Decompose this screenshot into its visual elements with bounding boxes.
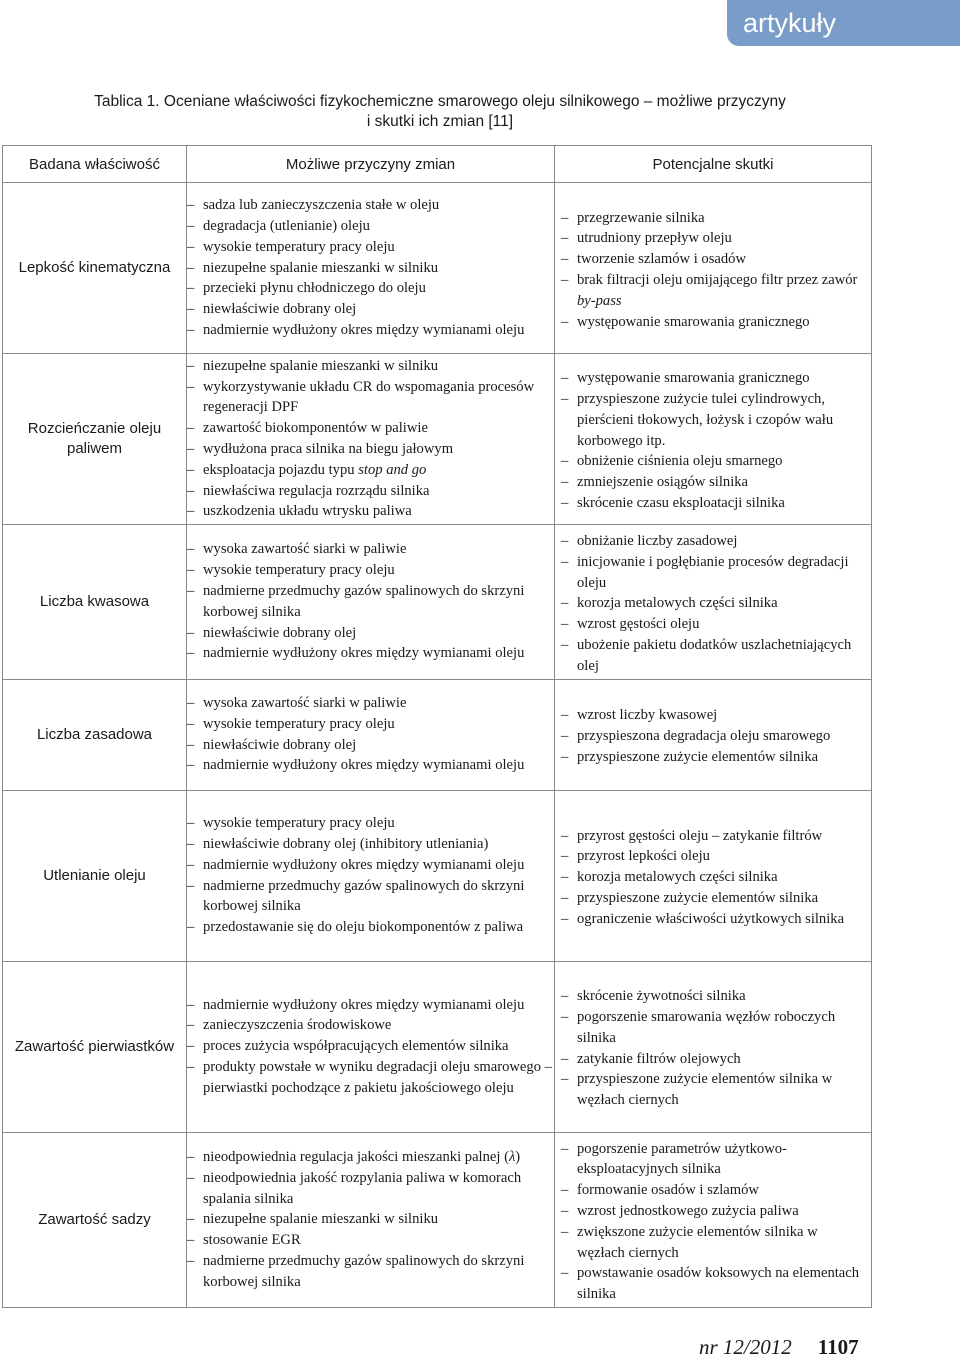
effect-item: – przyspieszone zużycie elementów silnika bbox=[561, 747, 863, 768]
cause-item: – niezupełne spalanie mieszanki w silniku bbox=[187, 356, 554, 377]
effect-item: – przegrzewanie silnika bbox=[561, 208, 863, 229]
italic-term: λ bbox=[508, 1148, 516, 1165]
effect-item: – korozja metalowych części silnika bbox=[561, 593, 863, 614]
cause-item: – wysoka zawartość siarki w paliwie bbox=[187, 693, 554, 714]
causes-cell bbox=[187, 354, 555, 525]
table-row bbox=[3, 790, 872, 961]
cause-item: – wysokie temperatury pracy oleju bbox=[187, 813, 554, 834]
causes-cell bbox=[187, 525, 555, 680]
effect-item: – występowanie smarowania granicznego bbox=[561, 368, 863, 389]
effect-item: – korozja metalowych części silnika bbox=[561, 867, 863, 888]
effects-cell bbox=[555, 679, 872, 790]
cause-item: – eksploatacja pojazdu typu stop and go bbox=[187, 460, 554, 481]
causes-cell bbox=[187, 183, 555, 354]
effect-item: – tworzenie szlamów i osadów bbox=[561, 249, 863, 270]
effects-list bbox=[561, 208, 863, 333]
effect-item: – przyspieszona degradacja oleju smarowego bbox=[561, 726, 863, 747]
effect-item: – ubożenie pakietu dodatków uszlachetniających olej bbox=[561, 635, 863, 677]
caption-line-1: Tablica 1. Oceniane właściwości fizykochemiczne smarowego oleju silnikowego – możliwe przyczyny bbox=[94, 93, 786, 110]
table-body bbox=[3, 183, 872, 1308]
table-row bbox=[3, 961, 872, 1132]
cause-item: – wydłużona praca silnika na biegu jałowym bbox=[187, 439, 554, 460]
cause-item: – nadmiernie wydłużony okres między wymianami oleju bbox=[187, 643, 554, 664]
cause-item: – degradacja (utlenianie) oleju bbox=[187, 216, 554, 237]
cause-item: – nieodpowiednia jakość rozpylania paliwa w komorach spalania silnika bbox=[187, 1168, 554, 1210]
effect-item: – zatykanie filtrów olejowych bbox=[561, 1049, 863, 1070]
effect-item: – ograniczenie właściwości użytkowych silnika bbox=[561, 909, 863, 930]
effect-item: – występowanie smarowania granicznego bbox=[561, 312, 863, 333]
table-caption bbox=[40, 92, 840, 132]
effect-item: – przyspieszone zużycie tulei cylindrowych, pierścieni tłokowych, łożysk i czopów wału korbowego itp. bbox=[561, 389, 863, 451]
cause-item: – wysokie temperatury pracy oleju bbox=[187, 237, 554, 258]
cause-item: – przedostawanie się do oleju biokomponentów z paliwa bbox=[187, 917, 554, 938]
cause-item: – nadmierne przedmuchy gazów spalinowych do skrzyni korbowej silnika bbox=[187, 1251, 554, 1293]
cause-item: – sadza lub zanieczyszczenia stałe w oleju bbox=[187, 195, 554, 216]
effect-item: – wzrost liczby kwasowej bbox=[561, 705, 863, 726]
effect-item: – wzrost jednostkowego zużycia paliwa bbox=[561, 1201, 863, 1222]
causes-list bbox=[187, 693, 554, 776]
table-row bbox=[3, 1132, 872, 1307]
property-cell: Liczba zasadowa bbox=[3, 679, 187, 790]
table-row bbox=[3, 679, 872, 790]
cause-item: – niewłaściwie dobrany olej (inhibitory utleniania) bbox=[187, 834, 554, 855]
effect-item: – inicjowanie i pogłębianie procesów degradacji oleju bbox=[561, 552, 863, 594]
cause-item: – produkty powstałe w wyniku degradacji oleju smarowego – pierwiastki pochodzące z pakietu jakościowego oleju bbox=[187, 1057, 554, 1099]
effects-list bbox=[561, 531, 863, 677]
cause-item: – nadmiernie wydłużony okres między wymianami oleju bbox=[187, 855, 554, 876]
causes-list bbox=[187, 1147, 554, 1293]
header-causes: Możliwe przyczyny zmian bbox=[187, 146, 555, 183]
property-cell: Liczba kwasowa bbox=[3, 525, 187, 680]
italic-term: stop and go bbox=[358, 461, 427, 478]
effect-item: – powstawanie osadów koksowych na elementach silnika bbox=[561, 1263, 863, 1305]
cause-item: – zawartość biokomponentów w paliwie bbox=[187, 418, 554, 439]
effect-item: – formowanie osadów i szlamów bbox=[561, 1180, 863, 1201]
effects-list bbox=[561, 826, 863, 930]
cause-item: – niezupełne spalanie mieszanki w silniku bbox=[187, 258, 554, 279]
property-cell: Zawartość pierwiastków bbox=[3, 961, 187, 1132]
effect-item: – utrudniony przepływ oleju bbox=[561, 228, 863, 249]
effect-item: – zwiększone zużycie elementów silnika w węzłach ciernych bbox=[561, 1222, 863, 1264]
cause-item: – zanieczyszczenia środowiskowe bbox=[187, 1015, 554, 1036]
table-row bbox=[3, 525, 872, 680]
cause-item: – wysokie temperatury pracy oleju bbox=[187, 560, 554, 581]
effects-list bbox=[561, 368, 863, 514]
caption-line-2: i skutki ich zmian [11] bbox=[366, 113, 514, 130]
effect-item: – skrócenie żywotności silnika bbox=[561, 986, 863, 1007]
cause-item: – stosowanie EGR bbox=[187, 1230, 554, 1251]
cause-item: – niewłaściwa regulacja rozrządu silnika bbox=[187, 481, 554, 502]
causes-list bbox=[187, 539, 554, 664]
effect-item: – obniżanie liczby zasadowej bbox=[561, 531, 863, 552]
effects-list bbox=[561, 705, 863, 767]
effects-cell bbox=[555, 354, 872, 525]
effect-item: – wzrost gęstości oleju bbox=[561, 614, 863, 635]
cause-item: – uszkodzenia układu wtrysku paliwa bbox=[187, 501, 554, 522]
table-row bbox=[3, 354, 872, 525]
effects-list bbox=[561, 986, 863, 1111]
cause-item: – nadmiernie wydłużony okres między wymianami oleju bbox=[187, 755, 554, 776]
page-footer bbox=[699, 1335, 859, 1360]
italic-term: by-pass bbox=[577, 292, 622, 309]
cause-item: – nadmierne przedmuchy gazów spalinowych do skrzyni korbowej silnika bbox=[187, 876, 554, 918]
causes-cell bbox=[187, 679, 555, 790]
header-property: Badana właściwość bbox=[3, 146, 187, 183]
causes-list bbox=[187, 356, 554, 522]
issue-number: nr 12/2012 bbox=[699, 1335, 792, 1359]
cause-item: – nadmiernie wydłużony okres między wymianami oleju bbox=[187, 320, 554, 341]
property-cell: Utlenianie oleju bbox=[3, 790, 187, 961]
effects-cell bbox=[555, 790, 872, 961]
property-cell: Lepkość kinematyczna bbox=[3, 183, 187, 354]
cause-item: – wysokie temperatury pracy oleju bbox=[187, 714, 554, 735]
effects-cell bbox=[555, 525, 872, 680]
effect-item: – skrócenie czasu eksploatacji silnika bbox=[561, 493, 863, 514]
cause-item: – niewłaściwie dobrany olej bbox=[187, 299, 554, 320]
effects-cell bbox=[555, 1132, 872, 1307]
effect-item: – przyrost gęstości oleju – zatykanie filtrów bbox=[561, 826, 863, 847]
effects-cell bbox=[555, 961, 872, 1132]
effects-list bbox=[561, 1139, 863, 1305]
causes-cell bbox=[187, 1132, 555, 1307]
table-row bbox=[3, 183, 872, 354]
effect-item: – obniżenie ciśnienia oleju smarnego bbox=[561, 451, 863, 472]
causes-list bbox=[187, 813, 554, 938]
cause-item: – nadmierne przedmuchy gazów spalinowych do skrzyni korbowej silnika bbox=[187, 581, 554, 623]
effect-item: – pogorszenie smarowania węzłów roboczych silnika bbox=[561, 1007, 863, 1049]
effect-item: – pogorszenie parametrów użytkowo-eksploatacyjnych silnika bbox=[561, 1139, 863, 1181]
header-effects: Potencjalne skutki bbox=[555, 146, 872, 183]
section-tag: artykuły bbox=[727, 0, 960, 46]
effect-item: – zmniejszenie osiągów silnika bbox=[561, 472, 863, 493]
property-cell: Zawartość sadzy bbox=[3, 1132, 187, 1307]
cause-item: – nadmiernie wydłużony okres między wymianami oleju bbox=[187, 995, 554, 1016]
cause-item: – wysoka zawartość siarki w paliwie bbox=[187, 539, 554, 560]
cause-item: – nieodpowiednia regulacja jakości mieszanki palnej (λ) bbox=[187, 1147, 554, 1168]
cause-item: – niewłaściwie dobrany olej bbox=[187, 623, 554, 644]
causes-list bbox=[187, 995, 554, 1099]
cause-item: – przecieki płynu chłodniczego do oleju bbox=[187, 278, 554, 299]
effect-item: – przyspieszone zużycie elementów silnika w węzłach ciernych bbox=[561, 1069, 863, 1111]
page-number: 1107 bbox=[817, 1335, 859, 1359]
cause-item: – niewłaściwie dobrany olej bbox=[187, 735, 554, 756]
cause-item: – proces zużycia współpracujących elementów silnika bbox=[187, 1036, 554, 1057]
property-cell: Rozcieńczanie oleju paliwem bbox=[3, 354, 187, 525]
table-header-row bbox=[3, 146, 872, 183]
cause-item: – niezupełne spalanie mieszanki w silniku bbox=[187, 1209, 554, 1230]
effect-item: – przyspieszone zużycie elementów silnika bbox=[561, 888, 863, 909]
effects-cell bbox=[555, 183, 872, 354]
effect-item: – brak filtracji oleju omijającego filtr przez zawór by-pass bbox=[561, 270, 863, 312]
cause-item: – wykorzystywanie układu CR do wspomagania procesów regeneracji DPF bbox=[187, 377, 554, 419]
effect-item: – przyrost lepkości oleju bbox=[561, 846, 863, 867]
properties-table bbox=[2, 145, 872, 1308]
causes-cell bbox=[187, 790, 555, 961]
causes-cell bbox=[187, 961, 555, 1132]
causes-list bbox=[187, 195, 554, 341]
